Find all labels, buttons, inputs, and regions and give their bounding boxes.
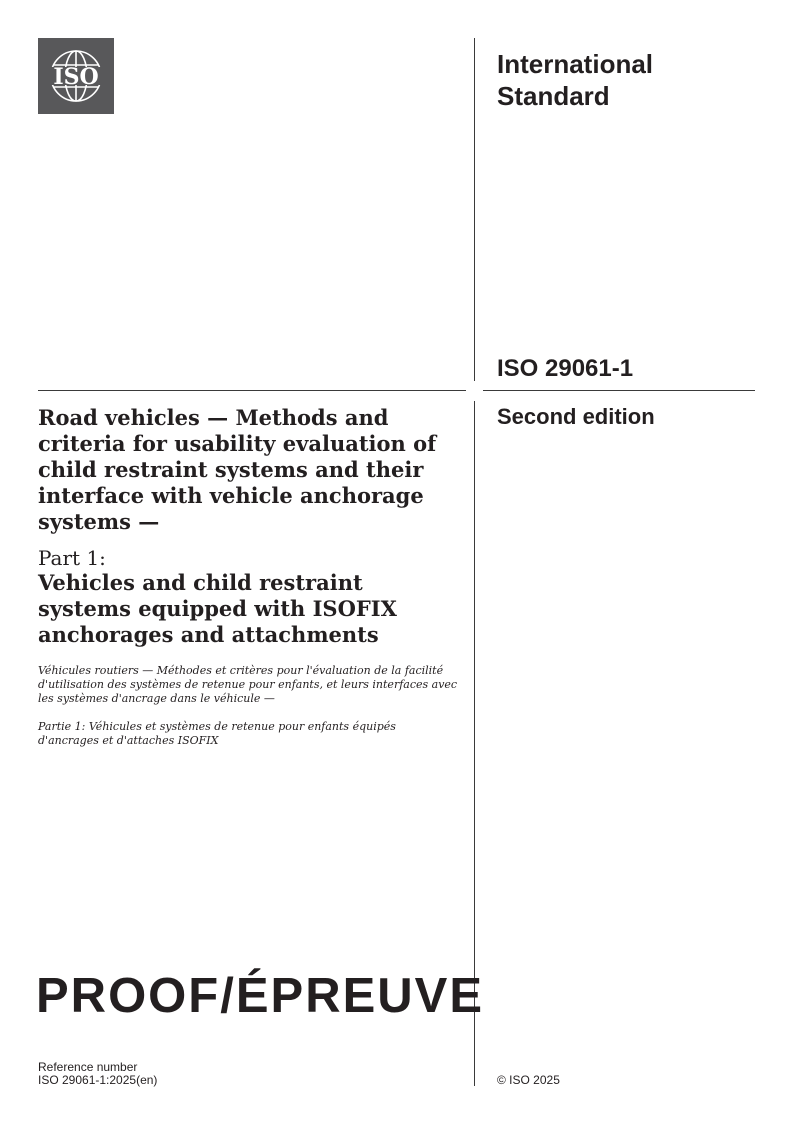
- horizontal-divider-right: [483, 390, 755, 391]
- document-type-line2: Standard: [497, 81, 610, 111]
- divider-gap: [470, 381, 479, 401]
- iso-logo: [38, 38, 114, 114]
- copyright-notice: © ISO 2025: [497, 1073, 560, 1087]
- vertical-divider: [474, 38, 475, 1086]
- french-main-title: Véhicules routiers — Méthodes et critères pour l'évaluation de la facilité d'utilisation des systèmes de retenue pour enfants, et leurs interfaces avec les systèmes d'ancrage dans le véhicule —: [38, 664, 458, 705]
- edition-label: Second edition: [497, 404, 655, 429]
- standard-number: ISO 29061-1: [497, 355, 634, 382]
- main-title: Road vehicles — Methods and criteria for usability evaluation of child restraint systems and their interface with vehicle anchorage systems —: [38, 405, 437, 534]
- proof-stamp: PROOF/ÉPREUVE: [36, 969, 485, 1023]
- reference-number-value: ISO 29061-1:2025(en): [38, 1073, 158, 1087]
- document-type-line1: International: [497, 49, 654, 79]
- globe-icon: [38, 38, 114, 114]
- part-label: Part 1:: [38, 546, 106, 570]
- horizontal-divider-left: [38, 390, 466, 391]
- logo-text: ISO: [53, 64, 99, 90]
- french-part-title: Partie 1: Véhicules et systèmes de retenue pour enfants équipés d'ancrages et d'attaches ISOFIX: [38, 720, 396, 747]
- reference-number-label: Reference number: [38, 1060, 138, 1074]
- part-title: Vehicles and child restraint systems equipped with ISOFIX anchorages and attachments: [38, 570, 397, 647]
- document-type: [497, 48, 653, 112]
